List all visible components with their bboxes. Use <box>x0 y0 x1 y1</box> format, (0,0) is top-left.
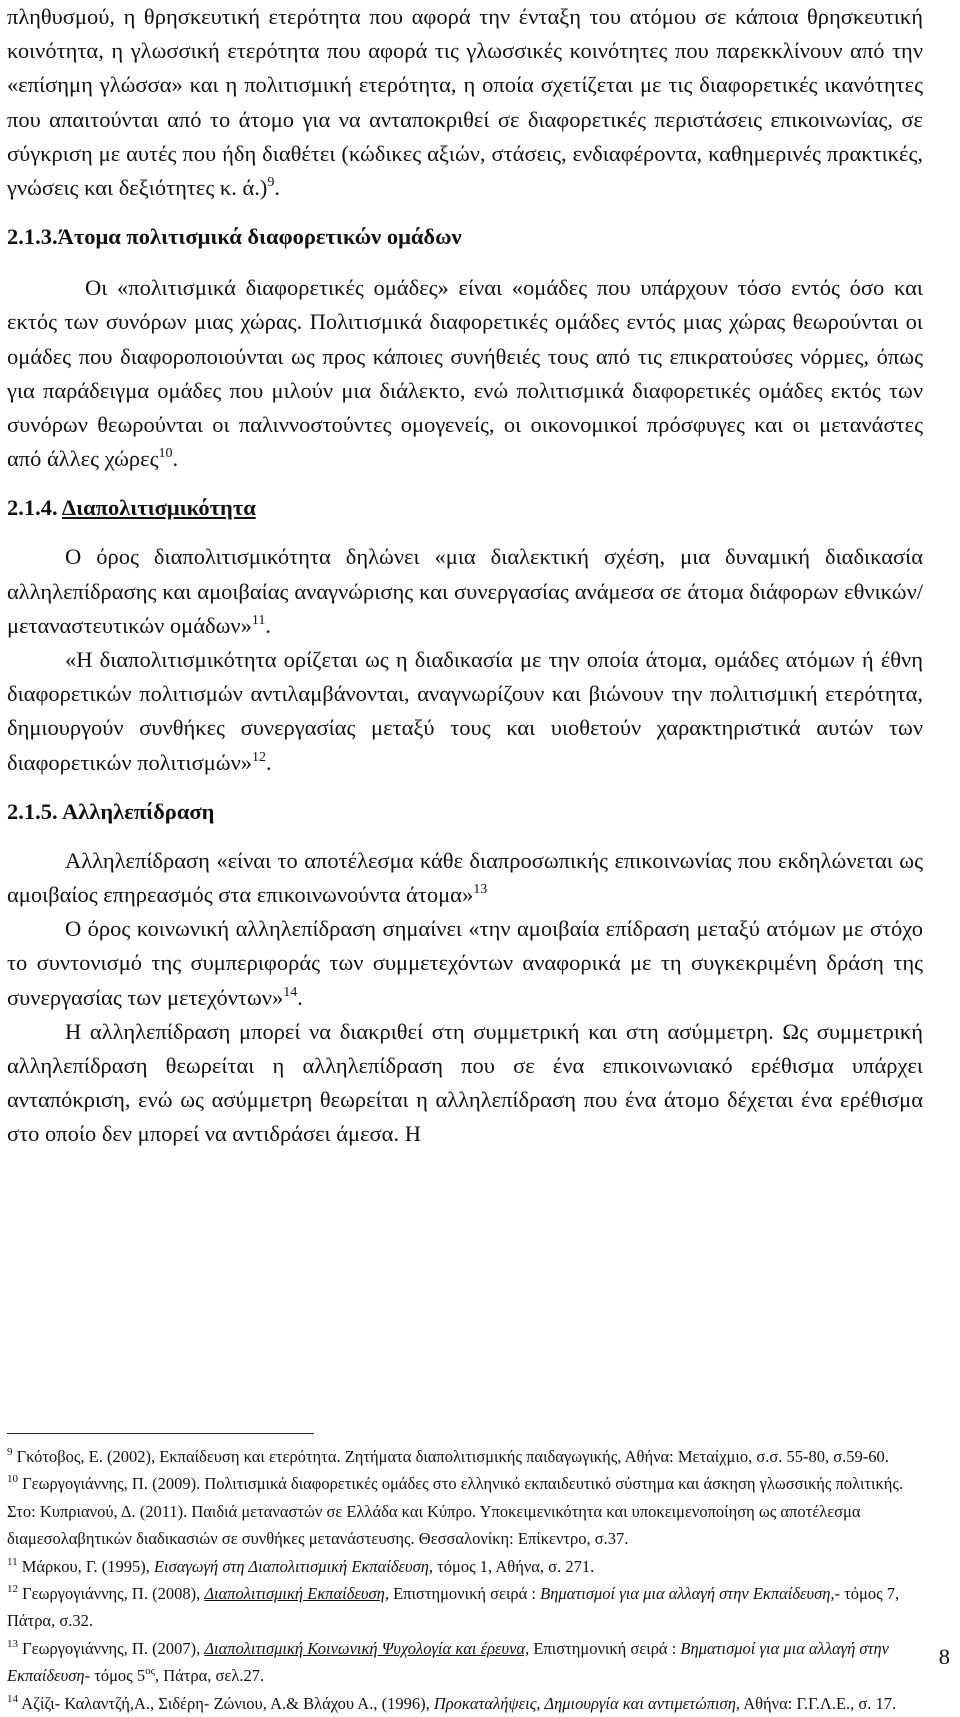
section-2-1-5-paragraph-2: Ο όρος κοινωνική αλληλεπίδραση σημαίνει «την αμοιβαία επίδραση μεταξύ ατόμων με στόχο το συντονισμό της συμπεριφοράς των συμμετεχόντων αναφορικά με τη συγκεκριμένη δράση της συνεργασίας των μετεχόντων»$^{14}$. <box>7 916 923 1010</box>
section-number: 2.1.3. <box>7 224 58 250</box>
footnote-ref-11[interactable]: 11 <box>251 612 266 628</box>
footnote-ref-14[interactable]: 14 <box>283 984 298 1000</box>
footnote-12: $^{12}$ Γεωργογιάννης, Π. (2008), Διαπολιτισμική Εκπαίδευση, Επιστημονική σειρά : Βηματισμοί για μια αλλαγή στην Εκπαίδευση,- τόμος 7, Πάτρα, σ.32. <box>7 1583 900 1631</box>
footnote-number: 10 <box>7 1473 18 1486</box>
section-title: Διαπολιτισμικότητα <box>62 495 256 521</box>
section-2-1-5-paragraph-1: Αλληλεπίδραση «είναι το αποτέλεσμα κάθε διαπροσωπικής επικοινωνίας που εκδηλώνεται ως αμοιβαίος επηρεασμός στα επικοινωνούντα άτομα»$^{13}$ <box>7 847 923 908</box>
section-number: 2.1.5. <box>7 798 58 824</box>
section-heading-2-1-4 <box>7 494 256 522</box>
footnote-ref-13[interactable]: 13 <box>473 882 488 898</box>
footnote-ref-9[interactable]: 9 <box>267 175 275 191</box>
footnote-10: $^{10}$ Γεωργογιάννης, Π. (2009). Πολιτισμικά διαφορετικές ομάδες στο ελληνικό εκπαιδευτικό σύστημα και άσκηση γλωσσικής πολιτικής. Στο: Κυπριανού, Δ. (2011). Παιδιά μεταναστών σε Ελλάδα και Κύπρο. Υποκειμενικότητα και υποκειμενοποίηση ως αποτέλεσμα διαμεσολαβητικών διαδικασιών σε συνθήκες μετανάστευσης. Θεσσαλονίκη: Επίκεντρο, σ.37. <box>7 1473 904 1549</box>
footnote-13: $^{13}$ Γεωργογιάννης, Π. (2007), Διαπολιτισμική Κοινωνική Ψυχολογία και έρευνα, Επιστημονική σειρά : Βηματισμοί για μια αλλαγή στην Εκπαίδευση- τόμος $5^{o\varsigma}$, Πάτρα, σελ.27. <box>7 1637 889 1686</box>
footnote-ref-12[interactable]: 12 <box>252 749 267 765</box>
footnote-number: 13 <box>7 1637 18 1650</box>
footnote-11: $^{11}$ Μάρκου, Γ. (1995), Εισαγωγή στη Διαπολιτισμική Εκπαίδευση, τόμος 1, Αθήνα, σ. 271. <box>7 1555 595 1576</box>
footnote-ref-10[interactable]: 10 <box>158 446 173 462</box>
section-2-1-4-paragraph-2: «Η διαπολιτισμικότητα ορίζεται ως η διαδικασία με την οποία άτομα, ομάδες ατόμων ή έθνη διαφορετικών πολιτισμών αντιλαμβάνονται, αναγνωρίζουν και βιώνουν την πολιτισμική ετερότητα, δημιουργούν συνθήκες συνεργασίας μεταξύ τους και υιοθετούν χαρακτηριστικά αυτών των διαφορετικών πολιτισμών»$^{12}$. <box>7 647 923 775</box>
section-title: Αλληλεπίδραση <box>62 798 215 824</box>
footnote-9: $^9$ Γκότοβος, Ε. (2002), Εκπαίδευση και ετερότητα. Ζητήματα διαπολιτισμικής παιδαγωγικής, Αθήνα: Μεταίχμιο, σ.σ. 55-80, σ.59-60. <box>7 1446 889 1466</box>
footnote-14: $^{14}$ Αζίζι- Καλαντζή,Α., Σιδέρη- Ζώνιου, Α.& Βλάχου Α., (1996), Προκαταλήψεις, Δημιουργία και αντιμετώπιση, Αθήνα: Γ.Γ.Λ.Ε., σ. 17. <box>7 1692 897 1713</box>
footnote-number: 11 <box>7 1555 18 1568</box>
footnote-number: 9 <box>7 1446 13 1458</box>
section-number: 2.1.4. <box>7 495 58 521</box>
footnote-number: 12 <box>7 1583 18 1596</box>
page-number: 8 <box>938 1644 950 1669</box>
section-2-1-3-paragraph: Οι «πολιτισμικά διαφορετικές ομάδες» είναι «ομάδες που υπάρχουν τόσο εντός όσο και εκτός των συνόρων μιας χώρας. Πολιτισμικά διαφορετικές ομάδες εντός μιας χώρας θεωρούνται οι ομάδες που διαφοροποιούνται ως προς κάποιες συνήθειές τους από τις επικρατούσες νόρμες, όπως για παράδειγμα ομάδες που μιλούν μια διάλεκτο, ενώ πολιτισμικά διαφορετικές ομάδες εκτός των συνόρων θεωρούνται οι παλιννοστούντες ομογενείς, οι οικονομικοί πρόσφυγες και οι μετανάστες από άλλες χώρες$^{10}$. <box>7 275 923 472</box>
section-title: Άτομα πολιτισμικά διαφορετικών ομάδων <box>57 224 462 250</box>
footnote-number: 14 <box>7 1692 18 1705</box>
section-heading-2-1-5 <box>7 798 214 826</box>
footnote-separator <box>7 1433 314 1434</box>
section-2-1-4-paragraph-1: Ο όρος διαπολιτισμικότητα δηλώνει «μια διαλεκτική σχέση, μια δυναμική διαδικασία αλληλεπίδρασης και αμοιβαίας αναγνώρισης και συνεργασίας ανάμεσα σε άτομα διάφορων εθνικών/ μεταναστευτικών ομάδων»$^{11}$. <box>7 544 923 638</box>
intro-paragraph: πληθυσμού, η θρησκευτική ετερότητα που αφορά την ένταξη του ατόμου σε κάποια θρησκευτική κοινότητα, η γλωσσική ετερότητα που αφορά τις γλωσσικές κοινότητες που παρεκκλίνουν από την «επίσημη γλώσσα» και η πολιτισμική ετερότητα, η οποία σχετίζεται με τις διαφορετικές ικανότητες που απαιτούνται από το άτομο για να ανταποκριθεί σε διαφορετικές περιστάσεις επικοινωνίας, σε σύγκριση με αυτές που ήδη διαθέτει (κώδικες αξιών, στάσεις, ενδιαφέροντα, καθημερινές πρακτικές, γνώσεις και δεξιότητες κ. ά.)$^9$. <box>7 4 923 201</box>
section-heading-2-1-3 <box>7 223 462 251</box>
section-2-1-5-paragraph-3: Η αλληλεπίδραση μπορεί να διακριθεί στη συμμετρική και στη ασύμμετρη. Ως συμμετρική αλληλεπίδραση θεωρείται η αλληλεπίδραση που σε ένα επικοινωνιακό ερέθισμα υπάρχει ανταπόκριση, ενώ ως ασύμμετρη θεωρείται η αλληλεπίδραση που ένα άτομο δέχεται ένα ερέθισμα στο οποίο δεν μπορεί να αντιδράσει άμεσα. Η <box>7 1018 923 1147</box>
